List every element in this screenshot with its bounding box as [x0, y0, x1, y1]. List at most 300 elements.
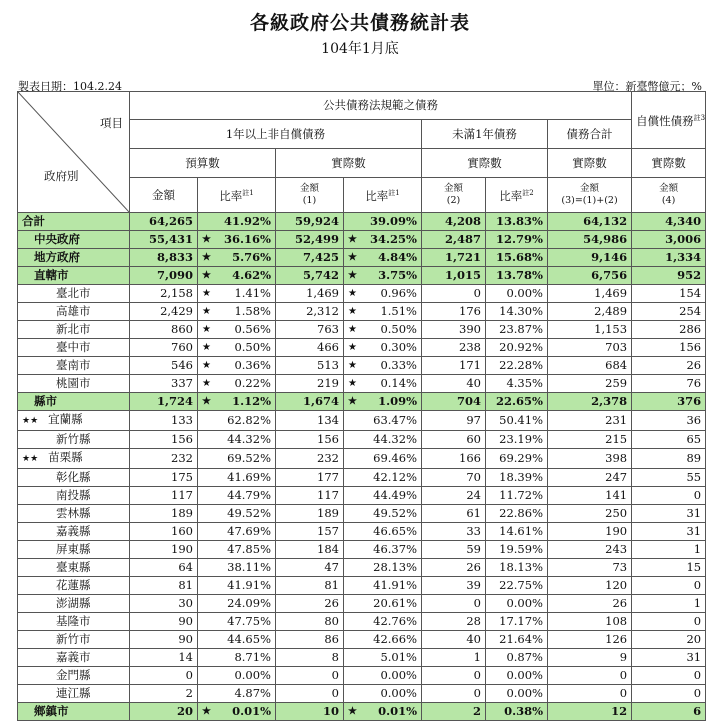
- row-label: 鄉鎮市: [34, 704, 69, 718]
- cell-value: 376: [677, 394, 702, 408]
- row-name: [18, 631, 130, 649]
- short-term-amount: [422, 249, 486, 267]
- actual-ratio: [344, 613, 422, 631]
- row-label: 屏東縣: [56, 542, 91, 556]
- budget-amount: [130, 285, 198, 303]
- total-amount: [548, 469, 632, 487]
- actual-header-4: 實際數: [632, 149, 706, 178]
- cell-value: 41.92%: [224, 214, 271, 228]
- actual-ratio: [344, 469, 422, 487]
- cell-value: 69.29%: [499, 451, 543, 465]
- over-one-year-header: 1年以上非自償債務: [130, 120, 422, 149]
- table-row: [18, 411, 706, 431]
- total-amount: [548, 523, 632, 541]
- cell-value: 2,158: [160, 286, 193, 300]
- cell-value: 1,469: [306, 286, 339, 300]
- cell-value: 1,724: [156, 394, 193, 408]
- cell-value: 0.01%: [232, 704, 271, 718]
- total-amount: [548, 411, 632, 431]
- row-label: 花蓮縣: [56, 578, 91, 592]
- table-row: [18, 559, 706, 577]
- star-mark: ★: [202, 706, 211, 717]
- cell-value: 42.66%: [373, 632, 417, 646]
- short-term-ratio: [486, 411, 548, 431]
- star-mark: ★: [348, 360, 357, 371]
- total-amount: [548, 303, 632, 321]
- actual-amount: [276, 249, 344, 267]
- short-term-amount: [422, 411, 486, 431]
- self-liquidating-amount: [632, 285, 706, 303]
- cell-value: 160: [171, 524, 193, 538]
- budget-ratio: [198, 321, 276, 339]
- table-row: [18, 649, 706, 667]
- actual-ratio: [344, 449, 422, 469]
- short-term-amount: [422, 613, 486, 631]
- row-name: [18, 411, 130, 431]
- cell-value: 64,265: [148, 214, 193, 228]
- cell-value: 2: [185, 686, 193, 700]
- cell-value: 2,429: [160, 304, 193, 318]
- cell-value: 259: [605, 376, 628, 390]
- short-term-ratio: [486, 303, 548, 321]
- cell-value: 14.61%: [499, 524, 543, 538]
- cell-value: 219: [317, 376, 339, 390]
- cell-value: 36: [686, 413, 702, 427]
- row-name: [18, 231, 130, 249]
- actual-ratio: [344, 703, 422, 721]
- row-name: [18, 303, 130, 321]
- actual-amount: [276, 685, 344, 703]
- short-term-amount: [422, 595, 486, 613]
- cell-value: 40: [466, 632, 481, 646]
- actual-amount: [276, 487, 344, 505]
- amount-header: 金額 (2): [422, 178, 486, 213]
- actual-header-3: 實際數: [548, 149, 632, 178]
- short-term-amount: [422, 357, 486, 375]
- cell-value: 50.41%: [499, 413, 543, 427]
- cell-value: 0.50%: [380, 322, 417, 336]
- actual-amount: [276, 523, 344, 541]
- cell-value: 9,146: [591, 250, 628, 264]
- short-term-ratio: [486, 649, 548, 667]
- short-term-amount: [422, 685, 486, 703]
- row-label: 新北市: [56, 322, 91, 336]
- cell-value: 24: [466, 488, 481, 502]
- actual-amount: [276, 267, 344, 285]
- budget-amount: [130, 505, 198, 523]
- budget-ratio: [198, 231, 276, 249]
- cell-value: 0.14%: [380, 376, 417, 390]
- cell-value: 26: [466, 560, 481, 574]
- cell-value: 44.32%: [373, 432, 417, 446]
- row-name: [18, 375, 130, 393]
- actual-amount: [276, 213, 344, 231]
- budget-amount: [130, 559, 198, 577]
- cell-value: 231: [605, 413, 628, 427]
- cell-value: 47.85%: [227, 542, 271, 556]
- budget-ratio: [198, 411, 276, 431]
- short-term-amount: [422, 213, 486, 231]
- actual-amount: [276, 231, 344, 249]
- cell-value: 20.61%: [373, 596, 417, 610]
- cell-value: 0.00%: [506, 596, 543, 610]
- table-row: [18, 267, 706, 285]
- cell-value: 189: [317, 506, 339, 520]
- cell-value: 39.09%: [370, 214, 417, 228]
- total-amount: [548, 321, 632, 339]
- cell-value: 23.87%: [499, 322, 543, 336]
- short-term-ratio: [486, 523, 548, 541]
- self-liquidating-amount: [632, 321, 706, 339]
- star-mark: ★: [348, 270, 357, 281]
- row-name: [18, 703, 130, 721]
- table-row: [18, 487, 706, 505]
- actual-amount: [276, 431, 344, 449]
- cell-value: 250: [605, 506, 628, 520]
- cell-value: 860: [171, 322, 193, 336]
- row-label: 臺中市: [56, 340, 91, 354]
- actual-ratio: [344, 649, 422, 667]
- budget-ratio: [198, 613, 276, 631]
- short-term-ratio: [486, 449, 548, 469]
- budget-amount: [130, 449, 198, 469]
- total-amount: [548, 393, 632, 411]
- cell-value: 19.59%: [499, 542, 543, 556]
- cell-value: 86: [324, 632, 339, 646]
- table-row: [18, 303, 706, 321]
- short-term-ratio: [486, 213, 548, 231]
- cell-value: 1.41%: [234, 286, 271, 300]
- cell-value: 81: [324, 578, 339, 592]
- cell-value: 24.09%: [227, 596, 271, 610]
- cell-value: 4.35%: [506, 376, 543, 390]
- self-liquidating-amount: [632, 577, 706, 595]
- row-name: [18, 649, 130, 667]
- cell-value: 1.12%: [232, 394, 271, 408]
- budget-ratio: [198, 559, 276, 577]
- short-term-ratio: [486, 631, 548, 649]
- cell-value: 22.86%: [499, 506, 543, 520]
- short-term-amount: [422, 487, 486, 505]
- cell-value: 31: [686, 650, 702, 664]
- actual-amount: [276, 321, 344, 339]
- cell-value: 190: [171, 542, 193, 556]
- total-amount: [548, 559, 632, 577]
- cell-value: 190: [605, 524, 628, 538]
- cell-value: 1: [693, 542, 702, 556]
- actual-ratio: [344, 303, 422, 321]
- budget-amount: [130, 613, 198, 631]
- cell-value: 9: [619, 650, 628, 664]
- cell-value: 44.32%: [227, 432, 271, 446]
- actual-ratio: [344, 393, 422, 411]
- star-mark: ★: [202, 270, 211, 281]
- cell-value: 108: [605, 614, 628, 628]
- total-amount: [548, 667, 632, 685]
- short-term-ratio: [486, 393, 548, 411]
- table-row: [18, 375, 706, 393]
- cell-value: 156: [679, 340, 702, 354]
- cell-value: 61: [466, 506, 481, 520]
- cell-value: 80: [324, 614, 339, 628]
- short-term-amount: [422, 375, 486, 393]
- row-label: 合計: [22, 214, 45, 228]
- budget-amount: [130, 431, 198, 449]
- table-row: [18, 577, 706, 595]
- self-liquidating-amount: [632, 559, 706, 577]
- cell-value: 1,721: [444, 250, 481, 264]
- short-term-amount: [422, 505, 486, 523]
- cell-value: 23.19%: [499, 432, 543, 446]
- short-term-ratio: [486, 559, 548, 577]
- row-name: [18, 577, 130, 595]
- row-name: [18, 595, 130, 613]
- cell-value: 120: [605, 578, 628, 592]
- star-mark: ★: [202, 306, 211, 317]
- short-term-ratio: [486, 703, 548, 721]
- table-row: [18, 667, 706, 685]
- self-liquidating-amount: [632, 487, 706, 505]
- budget-amount: [130, 411, 198, 431]
- cell-value: 1,334: [665, 250, 702, 264]
- actual-ratio: [344, 631, 422, 649]
- cell-value: 8.71%: [234, 650, 271, 664]
- corner-header: [18, 92, 130, 213]
- star-mark: ★: [202, 360, 211, 371]
- budget-ratio: [198, 393, 276, 411]
- star-mark: ★: [202, 234, 211, 245]
- short-term-amount: [422, 285, 486, 303]
- table-row: [18, 285, 706, 303]
- cell-value: 133: [171, 413, 193, 427]
- self-liquidating-amount: [632, 339, 706, 357]
- cell-value: 18.39%: [499, 470, 543, 484]
- ratio-header: 比率$^{註1}$: [344, 178, 422, 213]
- short-term-amount: [422, 231, 486, 249]
- short-term-amount: [422, 469, 486, 487]
- row-label: 連江縣: [56, 686, 91, 700]
- cell-value: 47.69%: [227, 524, 271, 538]
- cell-value: 6: [693, 704, 702, 718]
- short-term-amount: [422, 541, 486, 559]
- budget-ratio: [198, 577, 276, 595]
- short-term-ratio: [486, 375, 548, 393]
- cell-value: 0.56%: [234, 322, 271, 336]
- row-label: 嘉義市: [56, 650, 91, 664]
- row-name: [18, 339, 130, 357]
- short-term-ratio: [486, 249, 548, 267]
- star-mark: ★: [348, 252, 357, 263]
- short-term-amount: [422, 449, 486, 469]
- cell-value: 90: [178, 632, 193, 646]
- row-label: 新竹縣: [56, 432, 91, 446]
- cell-value: 18.13%: [499, 560, 543, 574]
- cell-value: 0.87%: [506, 650, 543, 664]
- cell-value: 286: [679, 322, 702, 336]
- budget-amount: [130, 321, 198, 339]
- cell-value: 0: [473, 686, 481, 700]
- cell-value: 1.09%: [378, 394, 417, 408]
- row-name: [18, 523, 130, 541]
- cell-value: 8: [331, 650, 339, 664]
- budget-ratio: [198, 469, 276, 487]
- cell-value: 0: [693, 686, 702, 700]
- cell-value: 46.65%: [373, 524, 417, 538]
- cell-value: 40: [466, 376, 481, 390]
- cell-value: 0.22%: [234, 376, 271, 390]
- budget-ratio: [198, 523, 276, 541]
- star-mark: ★★: [22, 454, 39, 464]
- row-name: [18, 431, 130, 449]
- short-term-ratio: [486, 595, 548, 613]
- budget-ratio: [198, 487, 276, 505]
- actual-ratio: [344, 411, 422, 431]
- cell-value: 26: [324, 596, 339, 610]
- cell-value: 22.28%: [499, 358, 543, 372]
- actual-amount: [276, 339, 344, 357]
- row-name: [18, 267, 130, 285]
- short-term-amount: [422, 703, 486, 721]
- gov-header: 政府別: [44, 169, 79, 183]
- total-amount: [548, 267, 632, 285]
- actual-amount: [276, 303, 344, 321]
- cell-value: 69.52%: [227, 451, 271, 465]
- budget-ratio: [198, 703, 276, 721]
- cell-value: 141: [605, 488, 628, 502]
- cell-value: 47: [324, 560, 339, 574]
- cell-value: 1,469: [594, 286, 628, 300]
- actual-header-2: 實際數: [422, 149, 548, 178]
- budget-ratio: [198, 213, 276, 231]
- short-term-ratio: [486, 613, 548, 631]
- cell-value: 215: [605, 432, 628, 446]
- total-amount: [548, 577, 632, 595]
- total-amount: [548, 449, 632, 469]
- cell-value: 760: [171, 340, 193, 354]
- star-mark: ★★: [22, 416, 39, 426]
- cell-value: 2,487: [444, 232, 481, 246]
- row-name: [18, 541, 130, 559]
- cell-value: 38.11%: [227, 560, 271, 574]
- cell-value: 55,431: [148, 232, 193, 246]
- row-label: 嘉義縣: [56, 524, 91, 538]
- cell-value: 0.00%: [380, 686, 417, 700]
- row-label: 縣市: [34, 394, 57, 408]
- cell-value: 4.62%: [232, 268, 271, 282]
- cell-value: 12: [611, 704, 628, 718]
- self-liquidating-amount: [632, 703, 706, 721]
- cell-value: 0: [473, 596, 481, 610]
- cell-value: 1.58%: [234, 304, 271, 318]
- cell-value: 33: [466, 524, 481, 538]
- short-term-amount: [422, 649, 486, 667]
- cell-value: 44.65%: [227, 632, 271, 646]
- cell-value: 0.30%: [380, 340, 417, 354]
- cell-value: 5,742: [302, 268, 339, 282]
- total-amount: [548, 505, 632, 523]
- row-name: [18, 469, 130, 487]
- cell-value: 0: [331, 668, 339, 682]
- table-row: [18, 431, 706, 449]
- budget-amount: [130, 393, 198, 411]
- cell-value: 0: [331, 686, 339, 700]
- cell-value: 0.00%: [380, 668, 417, 682]
- cell-value: 4,340: [665, 214, 702, 228]
- actual-ratio: [344, 213, 422, 231]
- debt-table: [17, 91, 706, 721]
- cell-value: 398: [605, 451, 628, 465]
- cell-value: 64,132: [583, 214, 628, 228]
- page-title: 各級政府公共債務統計表: [249, 12, 470, 34]
- cell-value: 247: [605, 470, 628, 484]
- short-term-ratio: [486, 667, 548, 685]
- table-row: [18, 231, 706, 249]
- cell-value: 6,756: [591, 268, 628, 282]
- cell-value: 1,153: [594, 322, 628, 336]
- budget-ratio: [198, 449, 276, 469]
- cell-value: 11.72%: [499, 488, 543, 502]
- total-amount: [548, 375, 632, 393]
- short-term-amount: [422, 303, 486, 321]
- cell-value: 232: [317, 451, 339, 465]
- cell-value: 5.76%: [232, 250, 271, 264]
- cell-value: 62.82%: [227, 413, 271, 427]
- star-mark: ★: [348, 324, 357, 335]
- star-mark: ★: [202, 396, 211, 407]
- star-mark: ★: [202, 288, 211, 299]
- cell-value: 42.12%: [373, 470, 417, 484]
- budget-amount: [130, 523, 198, 541]
- cell-value: 1: [693, 596, 702, 610]
- self-liquidating-amount: [632, 667, 706, 685]
- self-liquidating-amount: [632, 249, 706, 267]
- cell-value: 36.16%: [224, 232, 271, 246]
- budget-amount: [130, 303, 198, 321]
- table-row: [18, 613, 706, 631]
- cell-value: 166: [459, 451, 481, 465]
- cell-value: 47.75%: [227, 614, 271, 628]
- budget-amount: [130, 213, 198, 231]
- actual-ratio: [344, 339, 422, 357]
- cell-value: 42.76%: [373, 614, 417, 628]
- row-label: 彰化縣: [56, 470, 91, 484]
- budget-amount: [130, 667, 198, 685]
- actual-header: 實際數: [276, 149, 422, 178]
- self-liquidating-amount: [632, 213, 706, 231]
- cell-value: 34.25%: [370, 232, 417, 246]
- budget-amount: [130, 231, 198, 249]
- actual-ratio: [344, 285, 422, 303]
- star-mark: ★: [348, 706, 357, 717]
- self-liquidating-amount: [632, 393, 706, 411]
- short-term-ratio: [486, 267, 548, 285]
- row-label: 基隆市: [56, 614, 91, 628]
- short-term-amount: [422, 667, 486, 685]
- actual-ratio: [344, 249, 422, 267]
- cell-value: 15.68%: [496, 250, 543, 264]
- amount-header: 金額 (4): [632, 178, 706, 213]
- budget-amount: [130, 249, 198, 267]
- budget-amount: [130, 357, 198, 375]
- cell-value: 65: [686, 432, 702, 446]
- short-term-ratio: [486, 685, 548, 703]
- cell-value: 3.75%: [378, 268, 417, 282]
- cell-value: 22.65%: [496, 394, 543, 408]
- star-mark: ★: [348, 396, 357, 407]
- cell-value: 12.79%: [496, 232, 543, 246]
- cell-value: 134: [317, 413, 339, 427]
- under-one-year-header: 未滿1年債務: [422, 120, 548, 149]
